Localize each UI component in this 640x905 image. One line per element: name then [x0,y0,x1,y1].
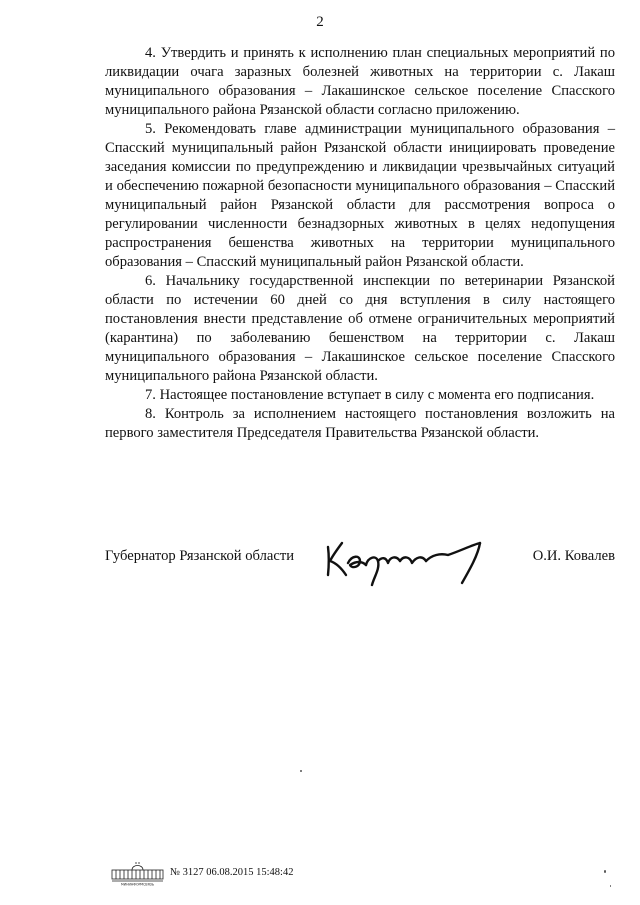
signatory-position: Губернатор Рязанской области [105,548,295,564]
registration-footer [110,860,410,888]
page-number: 2 [316,14,324,30]
scan-speck [300,770,302,772]
signatory-name: О.И. Ковалев [532,548,615,564]
scan-speck [604,870,606,873]
document-body [105,44,615,443]
paragraph-6: 6. Начальнику государственной инспекции по ветеринарии Рязанской области по истечении 60 дней со дня вступления в силу настоящего постановления внести представление об отмене ограничительных мероприятий (карантина) по заболеванию бешенством на территории с. Лакаш муниципального образования – Лакашинское сельское поселение Спасского муниципального района Рязанской области. [105,273,615,384]
paragraph-8: 8. Контроль за исполнением настоящего постановления возложить на первого заместителя Председателя Правительства Рязанской области. [105,406,615,441]
ministry-logo-caption: МИНИНФОРМСВЯЗЬ [120,882,155,886]
ministry-logo [110,860,165,886]
paragraph-7: 7. Настоящее постановление вступает в силу с момента его подписания. [145,387,595,403]
paragraph-5: 5. Рекомендовать главе администрации муниципального образования – Спасский муниципальный район Рязанской области инициировать проведение заседания комиссии по предупреждению и ликвидации чрезвычайных ситуаций и обеспечению пожарной безопасности муниципального образования – Спасский муниципальный район Рязанской области для рассмотрения вопроса о регулировании численности безнадзорных животных в целях недопущения распространения бешенства животных на территории муниципального образования – Спасский муниципальный район Рязанской области. [105,121,615,270]
scan-speck [610,885,611,887]
registration-stamp: № 3127 06.08.2015 15:48:42 [170,867,294,878]
paragraph-4: 4. Утвердить и принять к исполнению план специальных мероприятий по ликвидации очага заразных болезней животных на территории с. Лакаш муниципального образования – Лакашинское сельское поселение Спасского муниципального района Рязанской области согласно приложению. [105,45,615,118]
handwritten-signature [320,525,490,590]
